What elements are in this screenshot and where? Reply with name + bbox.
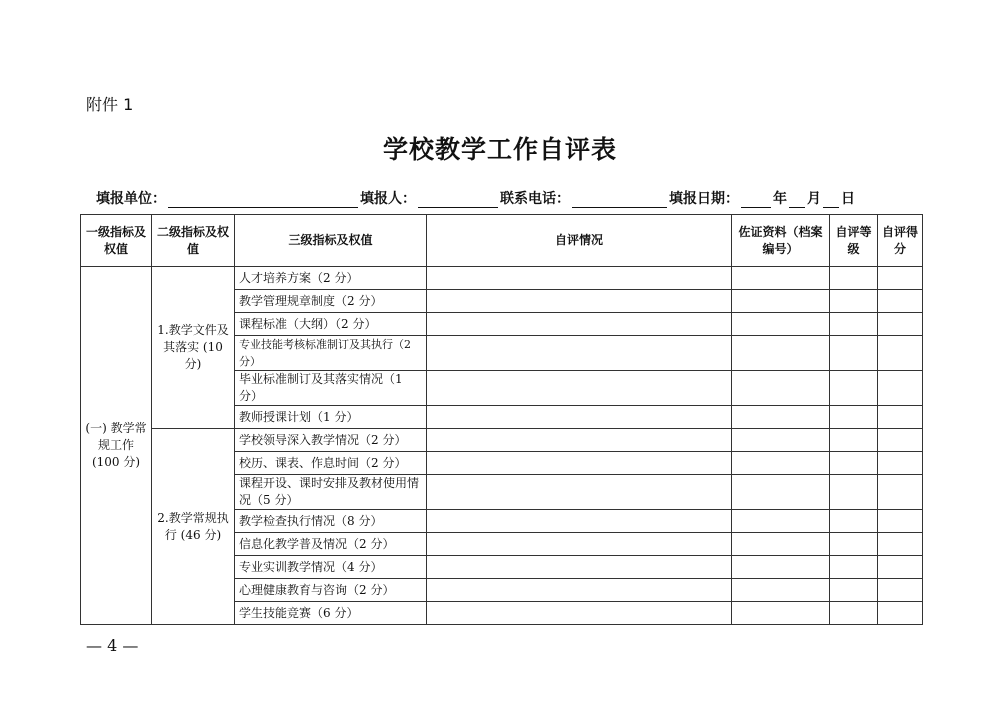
self-eval-cell[interactable] (427, 556, 732, 579)
evidence-cell[interactable] (732, 336, 830, 371)
score-cell[interactable] (878, 336, 923, 371)
level3-item: 课程开设、课时安排及教材使用情况（5 分） (235, 475, 427, 510)
grade-cell[interactable] (830, 267, 878, 290)
header-score: 自评得分 (878, 215, 923, 267)
level1-cell: (一) 教学常规工作 (100 分) (81, 267, 152, 625)
month-label: 月 (807, 191, 821, 207)
level3-item: 教学检查执行情况（8 分） (235, 510, 427, 533)
score-cell[interactable] (878, 313, 923, 336)
score-cell[interactable] (878, 429, 923, 452)
header-level3: 三级指标及权值 (235, 215, 427, 267)
evidence-cell[interactable] (732, 475, 830, 510)
score-cell[interactable] (878, 533, 923, 556)
grade-cell[interactable] (830, 475, 878, 510)
evidence-cell[interactable] (732, 452, 830, 475)
evidence-cell[interactable] (732, 313, 830, 336)
grade-cell[interactable] (830, 579, 878, 602)
score-cell[interactable] (878, 371, 923, 406)
day-field[interactable] (823, 192, 839, 208)
level3-item: 教师授课计划（1 分） (235, 406, 427, 429)
score-cell[interactable] (878, 579, 923, 602)
self-eval-cell[interactable] (427, 452, 732, 475)
grade-cell[interactable] (830, 510, 878, 533)
table-row (81, 267, 923, 290)
self-eval-cell[interactable] (427, 290, 732, 313)
page-title: 学校教学工作自评表 (382, 135, 617, 164)
self-eval-cell[interactable] (427, 267, 732, 290)
score-cell[interactable] (878, 475, 923, 510)
grade-cell[interactable] (830, 406, 878, 429)
phone-field[interactable] (572, 192, 667, 208)
evidence-cell[interactable] (732, 290, 830, 313)
evidence-cell[interactable] (732, 406, 830, 429)
evidence-cell[interactable] (732, 371, 830, 406)
grade-cell[interactable] (830, 371, 878, 406)
evidence-cell[interactable] (732, 429, 830, 452)
attachment-label: 附件 1 (86, 95, 134, 114)
self-eval-cell[interactable] (427, 429, 732, 452)
level3-item: 心理健康教育与咨询（2 分） (235, 579, 427, 602)
self-eval-cell[interactable] (427, 602, 732, 625)
score-cell[interactable] (878, 406, 923, 429)
form-info-row (96, 186, 916, 208)
person-label: 填报人： (360, 191, 416, 207)
month-field[interactable] (789, 192, 805, 208)
header-row (81, 215, 923, 267)
grade-cell[interactable] (830, 602, 878, 625)
table-row (81, 429, 923, 452)
evidence-cell[interactable] (732, 556, 830, 579)
header-self-eval: 自评情况 (427, 215, 732, 267)
evidence-cell[interactable] (732, 579, 830, 602)
grade-cell[interactable] (830, 313, 878, 336)
evidence-cell[interactable] (732, 510, 830, 533)
score-cell[interactable] (878, 602, 923, 625)
grade-cell[interactable] (830, 429, 878, 452)
self-eval-cell[interactable] (427, 336, 732, 371)
page-number: — 4 — (86, 636, 139, 655)
header-level1: 一级指标及权值 (81, 215, 152, 267)
level3-item: 课程标准（大纲）（2 分） (235, 313, 427, 336)
self-eval-cell[interactable] (427, 475, 732, 510)
score-cell[interactable] (878, 510, 923, 533)
level3-item: 专业技能考核标准制订及其执行（2 分） (235, 336, 427, 371)
grade-cell[interactable] (830, 336, 878, 371)
header-grade: 自评等级 (830, 215, 878, 267)
level3-item: 人才培养方案（2 分） (235, 267, 427, 290)
self-eval-cell[interactable] (427, 579, 732, 602)
self-eval-cell[interactable] (427, 510, 732, 533)
level3-item: 教学管理规章制度（2 分） (235, 290, 427, 313)
score-cell[interactable] (878, 267, 923, 290)
day-label: 日 (841, 191, 855, 207)
self-eval-cell[interactable] (427, 313, 732, 336)
header-level2: 二级指标及权值 (152, 215, 235, 267)
grade-cell[interactable] (830, 533, 878, 556)
year-field[interactable] (741, 192, 771, 208)
unit-field[interactable] (168, 192, 358, 208)
level3-item: 专业实训教学情况（4 分） (235, 556, 427, 579)
level3-item: 毕业标准制订及其落实情况（1 分） (235, 371, 427, 406)
evidence-cell[interactable] (732, 602, 830, 625)
grade-cell[interactable] (830, 452, 878, 475)
person-field[interactable] (418, 192, 498, 208)
evidence-cell[interactable] (732, 533, 830, 556)
level3-item: 学校领导深入教学情况（2 分） (235, 429, 427, 452)
self-eval-cell[interactable] (427, 371, 732, 406)
level2-cell: 1.教学文件及其落实 (10 分) (152, 267, 235, 429)
level3-item: 信息化教学普及情况（2 分） (235, 533, 427, 556)
date-label: 填报日期： (669, 191, 739, 207)
self-eval-cell[interactable] (427, 406, 732, 429)
year-label: 年 (773, 191, 787, 207)
header-evidence: 佐证资料（档案编号） (732, 215, 830, 267)
level3-item: 学生技能竞赛（6 分） (235, 602, 427, 625)
score-cell[interactable] (878, 452, 923, 475)
score-cell[interactable] (878, 290, 923, 313)
score-cell[interactable] (878, 556, 923, 579)
grade-cell[interactable] (830, 290, 878, 313)
level3-item: 校历、课表、作息时间（2 分） (235, 452, 427, 475)
evidence-cell[interactable] (732, 267, 830, 290)
level2-cell: 2.教学常规执行 (46 分) (152, 429, 235, 625)
self-eval-cell[interactable] (427, 533, 732, 556)
self-evaluation-table (80, 214, 923, 625)
phone-label: 联系电话： (500, 191, 570, 207)
unit-label: 填报单位： (96, 191, 166, 207)
grade-cell[interactable] (830, 556, 878, 579)
